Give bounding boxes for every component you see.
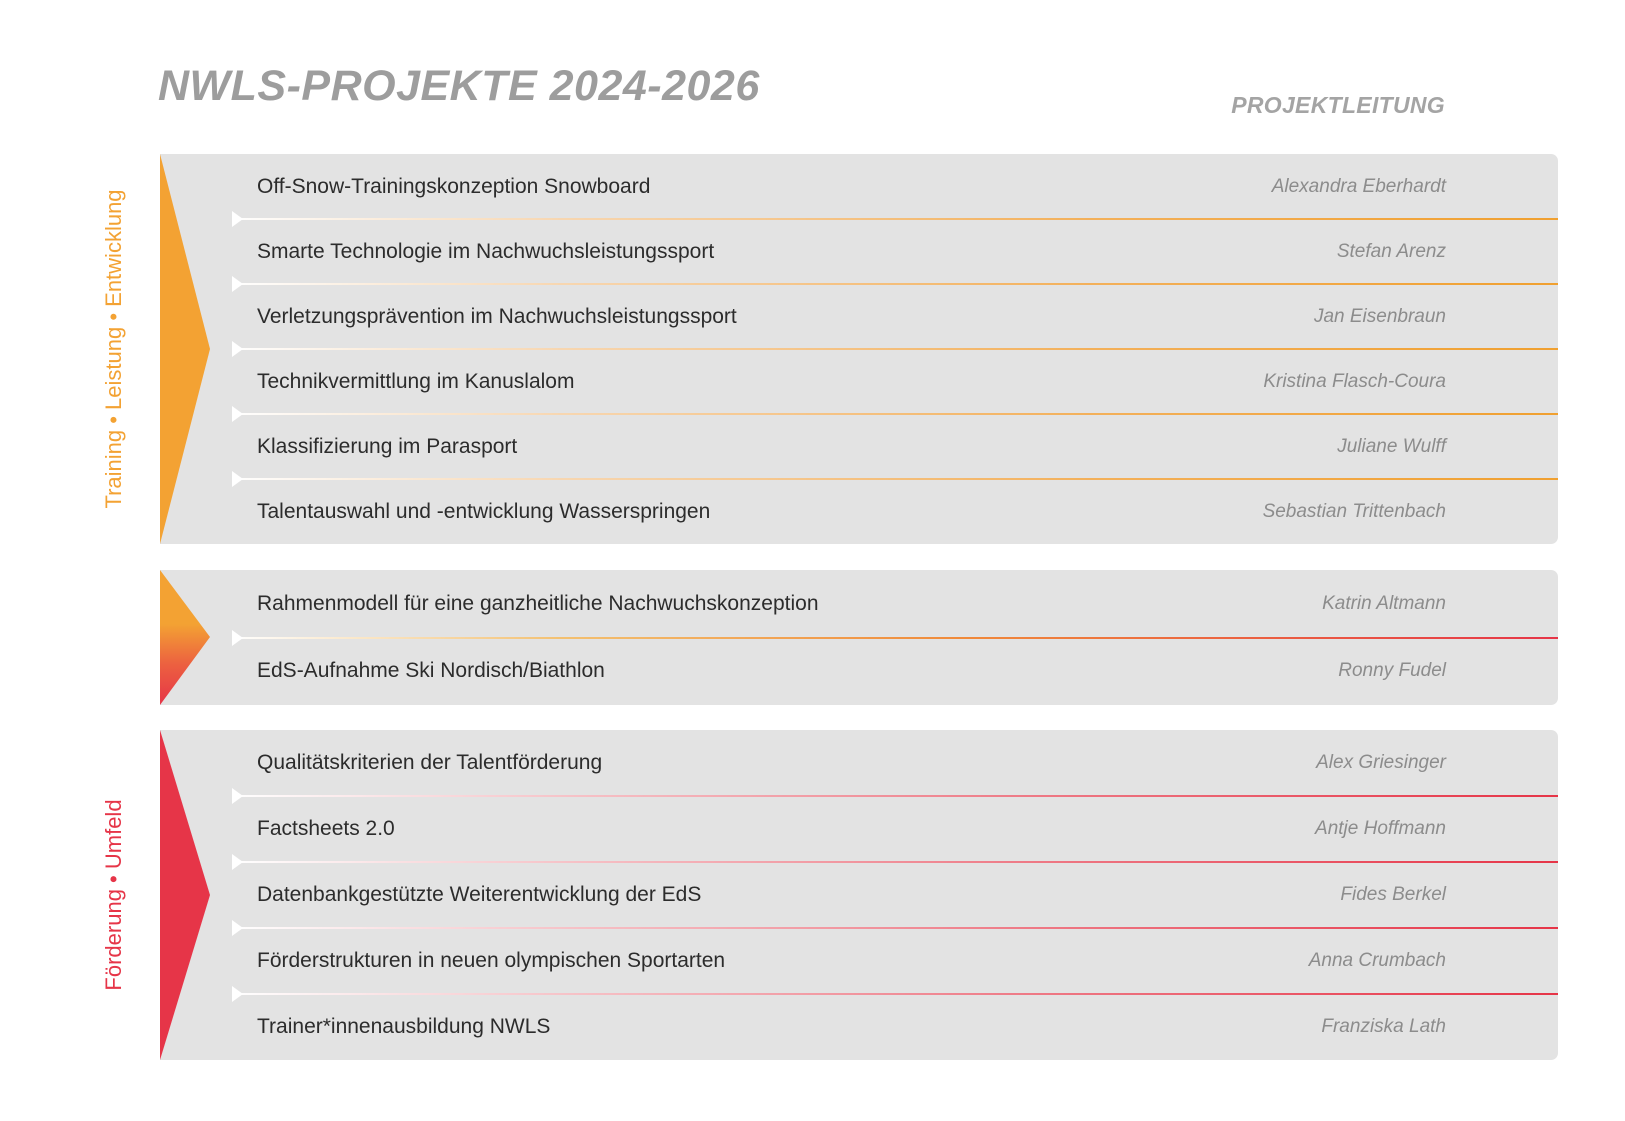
side-label-foerderung: Förderung • Umfeld [101, 799, 126, 991]
project-title: Förderstrukturen in neuen olympischen Sportarten [257, 949, 726, 972]
project-row [160, 796, 1558, 862]
project-row [160, 570, 1558, 638]
project-lead-name: Sebastian Trittenbach [1262, 500, 1446, 522]
project-title: Smarte Technologie im Nachwuchsleistungssport [257, 239, 715, 263]
project-lead-name: Franziska Lath [1321, 1016, 1446, 1037]
project-lead-name: Juliane Wulff [1337, 435, 1446, 457]
project-group-foerderung [160, 730, 1558, 1060]
project-lead-name: Katrin Altmann [1322, 592, 1446, 614]
project-title: Off-Snow-Trainingskonzeption Snowboard [257, 174, 651, 198]
project-group-transition [160, 570, 1558, 705]
side-label-training: Training • Leistung • Entwicklung [101, 189, 126, 509]
project-title: Verletzungsprävention im Nachwuchsleistungssport [257, 304, 737, 328]
project-row [160, 349, 1558, 414]
project-lead-name: Fides Berkel [1340, 884, 1446, 905]
project-row [160, 414, 1558, 479]
page-title: NWLS-PROJEKTE 2024-2026 [158, 62, 760, 110]
project-title: EdS-Aufnahme Ski Nordisch/Biathlon [257, 659, 605, 683]
project-lead-name: Alexandra Eberhardt [1271, 175, 1446, 197]
project-lead-name: Ronny Fudel [1338, 660, 1446, 682]
project-title: Klassifizierung im Parasport [257, 434, 518, 458]
project-title: Datenbankgestützte Weiterentwicklung der EdS [257, 883, 702, 906]
project-row [160, 862, 1558, 928]
project-lead-name: Antje Hoffmann [1315, 818, 1446, 839]
project-lead-name: Alex Griesinger [1316, 752, 1446, 773]
project-title: Talentauswahl und -entwicklung Wasserspringen [257, 499, 711, 523]
project-title: Rahmenmodell für eine ganzheitliche Nachwuchskonzeption [257, 591, 819, 615]
project-lead-name: Kristina Flasch-Coura [1263, 370, 1446, 392]
project-title: Trainer*innenausbildung NWLS [257, 1015, 551, 1038]
project-lead-name: Stefan Arenz [1336, 240, 1446, 262]
project-lead-name: Anna Crumbach [1308, 950, 1446, 971]
project-row [160, 219, 1558, 284]
project-row [160, 154, 1558, 219]
project-title: Factsheets 2.0 [257, 817, 395, 840]
project-title: Qualitätskriterien der Talentförderung [257, 751, 603, 774]
project-lead-header: PROJEKTLEITUNG [1231, 92, 1445, 118]
project-row [160, 730, 1558, 796]
project-row [160, 638, 1558, 706]
project-title: Technikvermittlung im Kanuslalom [257, 369, 575, 393]
project-lead-name: Jan Eisenbraun [1313, 305, 1446, 327]
project-row [160, 479, 1558, 544]
project-group-training [160, 154, 1558, 544]
project-row [160, 284, 1558, 349]
project-row [160, 994, 1558, 1060]
project-row [160, 928, 1558, 994]
